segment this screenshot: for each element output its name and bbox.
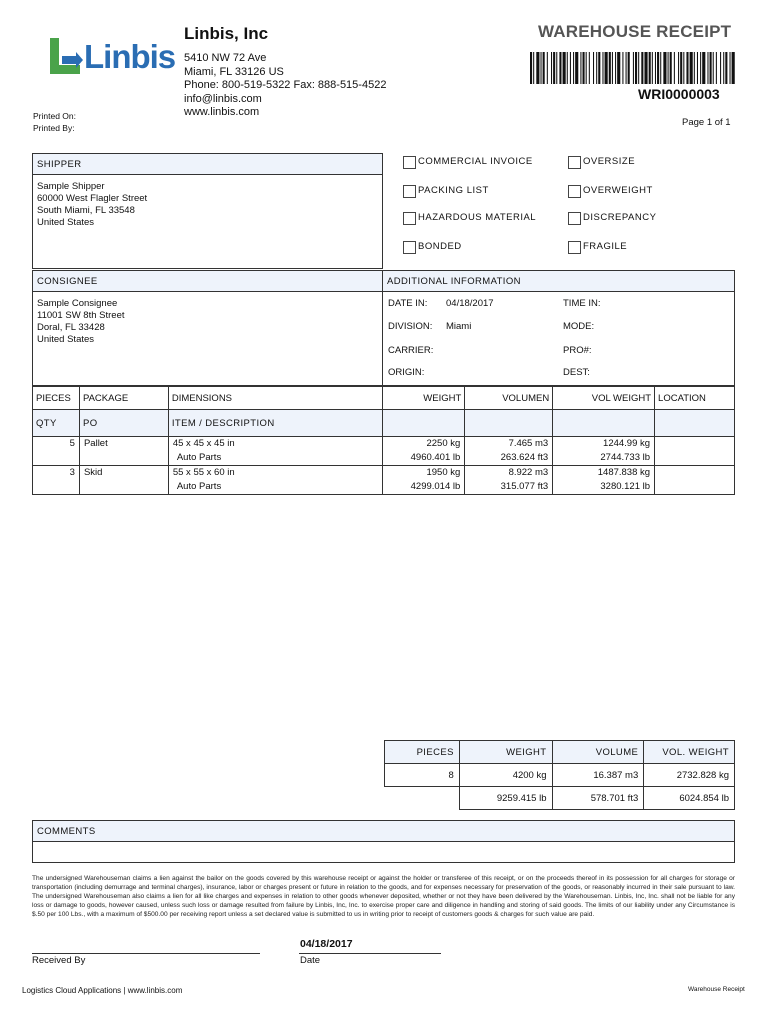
received-by-line [32,953,260,954]
row-volume-m3: 8.922 m3 [508,467,549,478]
row-weight-kg: 1950 kg [426,467,461,478]
col-location: LOCATION [655,387,735,410]
totals-volweight-kg: 2732.828 kg [644,764,735,787]
date-line [299,953,441,954]
row-volweight-kg: 1244.99 kg [603,438,651,449]
date-in-label: DATE IN: [388,298,428,309]
totals-volweight-lb: 6024.854 lb [644,787,735,810]
division-label: DIVISION: [388,321,433,332]
totals-volweight-header: VOL. WEIGHT [644,741,735,764]
company-website: www.linbis.com [184,106,260,118]
printed-on-label: Printed On: [33,111,76,121]
logo-wordmark: Linbis [84,38,176,75]
row-package: Pallet [83,438,108,449]
table-row [33,466,735,495]
consignee-header: CONSIGNEE [32,270,383,292]
company-address: 5410 NW 72 Ave Miami, FL 33126 US Phone: 800-519-5322 Fax: 888-515-4522 info@linbis.com www.linbis.com [184,52,387,118]
totals-weight-lb: 9259.415 lb [459,787,552,810]
fragile-label: FRAGILE [583,241,628,252]
bonded-checkbox[interactable] [403,241,416,254]
row-volweight-kg: 1487.838 kg [597,467,651,478]
discrepancy-label: DISCREPANCY [583,212,657,223]
col-pieces: PIECES [33,387,80,410]
row-volume-ft3: 315.077 ft3 [500,481,549,492]
comments-header: COMMENTS [32,820,735,842]
row-description: Auto Parts [176,452,222,463]
terms-text: The undersigned Warehouseman claims a lien against the bailor on the goods covered by this warehouse receipt or against the holder or transferee of this receipt, or on the proceeds thereof in its possession for all charges for storage or transportation (including demurrage and terminal charges), insurance, labor or charges present or future in relation to the goods, and for expenses necessary for preservation of the goods, or reasonably incurred in their sale pursuant to law. The undersigned Warehouseman also claims a lien for all like charges and expenses in relation to other goods whenever deposited, whether or not they have been delivered by the Warehouseman. Linbis, Inc, Inc. shall not be liable for any loss or damage to goods, however caused, unless such loss or damage resulted from failure by Linbis, Inc, Inc. to exercise proper care and diligence in handling and storing of said goods. The limits of our liability under any Circumstance is $.50 per 100 Lbs., with a maximum of $500.00 per receiving report unless a set declared value is submitted to us in writing prior to receipt of customers goods & charges for such value are paid. [32,875,735,919]
pro-label: PRO#: [563,345,592,356]
document-title: WAREHOUSE RECEIPT [538,22,732,41]
table-row [33,437,735,466]
shipper-address: Sample Shipper 60000 West Flagler Street South Miami, FL 33548 United States [37,181,148,228]
hazardous-material-label: HAZARDOUS MATERIAL [418,212,537,223]
totals-header-row [385,741,735,764]
totals-pieces: 8 [385,764,460,787]
totals-weight-header: WEIGHT [459,741,552,764]
row-package: Skid [83,467,103,478]
received-by-label: Received By [32,955,86,966]
row-volume-m3: 7.465 m3 [508,438,549,449]
packing-list-label: PACKING LIST [418,185,489,196]
row-dimensions: 45 x 45 x 45 in [172,438,235,449]
shipper-header: SHIPPER [32,153,383,175]
date-in-value: 04/18/2017 [446,298,494,309]
barcode-image [530,52,735,84]
col-dimensions: DIMENSIONS [168,387,383,410]
col-qty: QTY [33,410,80,437]
col-item-description: ITEM / DESCRIPTION [168,410,383,437]
discrepancy-checkbox[interactable] [568,212,581,225]
row-volweight-lb: 3280.121 lb [600,481,651,492]
row-qty: 3 [69,467,75,478]
linbis-logo-icon [50,38,84,74]
page-number: Page 1 of 1 [682,117,731,128]
mode-label: MODE: [563,321,595,332]
printed-info [33,110,76,134]
col-vol-weight: VOL WEIGHT [553,387,655,410]
hazardous-material-checkbox[interactable] [403,212,416,225]
row-weight-lb: 4960.401 lb [410,452,461,463]
commercial-invoice-label: COMMERCIAL INVOICE [418,156,533,167]
signature-date-value: 04/18/2017 [300,938,353,950]
col-po: PO [79,410,168,437]
overweight-checkbox[interactable] [568,185,581,198]
dest-label: DEST: [563,367,590,378]
footer-left: Logistics Cloud Applications | www.linbis.com [22,986,183,995]
overweight-label: OVERWEIGHT [583,185,653,196]
footer-right: Warehouse Receipt [688,986,745,993]
items-table [32,386,735,495]
company-name: Linbis, Inc [184,24,269,43]
totals-volume-ft3: 578.701 ft3 [552,787,644,810]
commercial-invoice-checkbox[interactable] [403,156,416,169]
origin-label: ORIGIN: [388,367,425,378]
oversize-label: OVERSIZE [583,156,636,167]
receipt-number: WRI0000003 [638,86,720,102]
bonded-label: BONDED [418,241,462,252]
fragile-checkbox[interactable] [568,241,581,254]
items-header-row [33,387,735,410]
items-subheader-row [33,410,735,437]
division-value: Miami [446,321,472,332]
row-weight-kg: 2250 kg [426,438,461,449]
company-email: info@linbis.com [184,92,262,105]
totals-weight-kg: 4200 kg [459,764,552,787]
carrier-label: CARRIER: [388,345,434,356]
totals-volume-header: VOLUME [552,741,644,764]
consignee-address: Sample Consignee 11001 SW 8th Street Doral, FL 33428 United States [37,298,125,345]
row-volweight-lb: 2744.733 lb [600,452,651,463]
row-description: Auto Parts [176,481,222,492]
row-weight-lb: 4299.014 lb [410,481,461,492]
time-in-label: TIME IN: [563,298,601,309]
totals-table [384,740,735,810]
totals-imperial-row [385,787,735,810]
col-weight: WEIGHT [383,387,465,410]
packing-list-checkbox[interactable] [403,185,416,198]
col-package: PACKAGE [79,387,168,410]
row-qty: 5 [69,438,75,449]
totals-volume-m3: 16.387 m3 [552,764,644,787]
oversize-checkbox[interactable] [568,156,581,169]
col-volumen: VOLUMEN [465,387,553,410]
date-label: Date [300,955,321,966]
additional-info-header: ADDITIONAL INFORMATION [382,270,735,292]
totals-metric-row [385,764,735,787]
row-volume-ft3: 263.624 ft3 [500,452,549,463]
printed-by-label: Printed By: [33,123,75,133]
row-dimensions: 55 x 55 x 60 in [172,467,235,478]
totals-pieces-header: PIECES [385,741,460,764]
